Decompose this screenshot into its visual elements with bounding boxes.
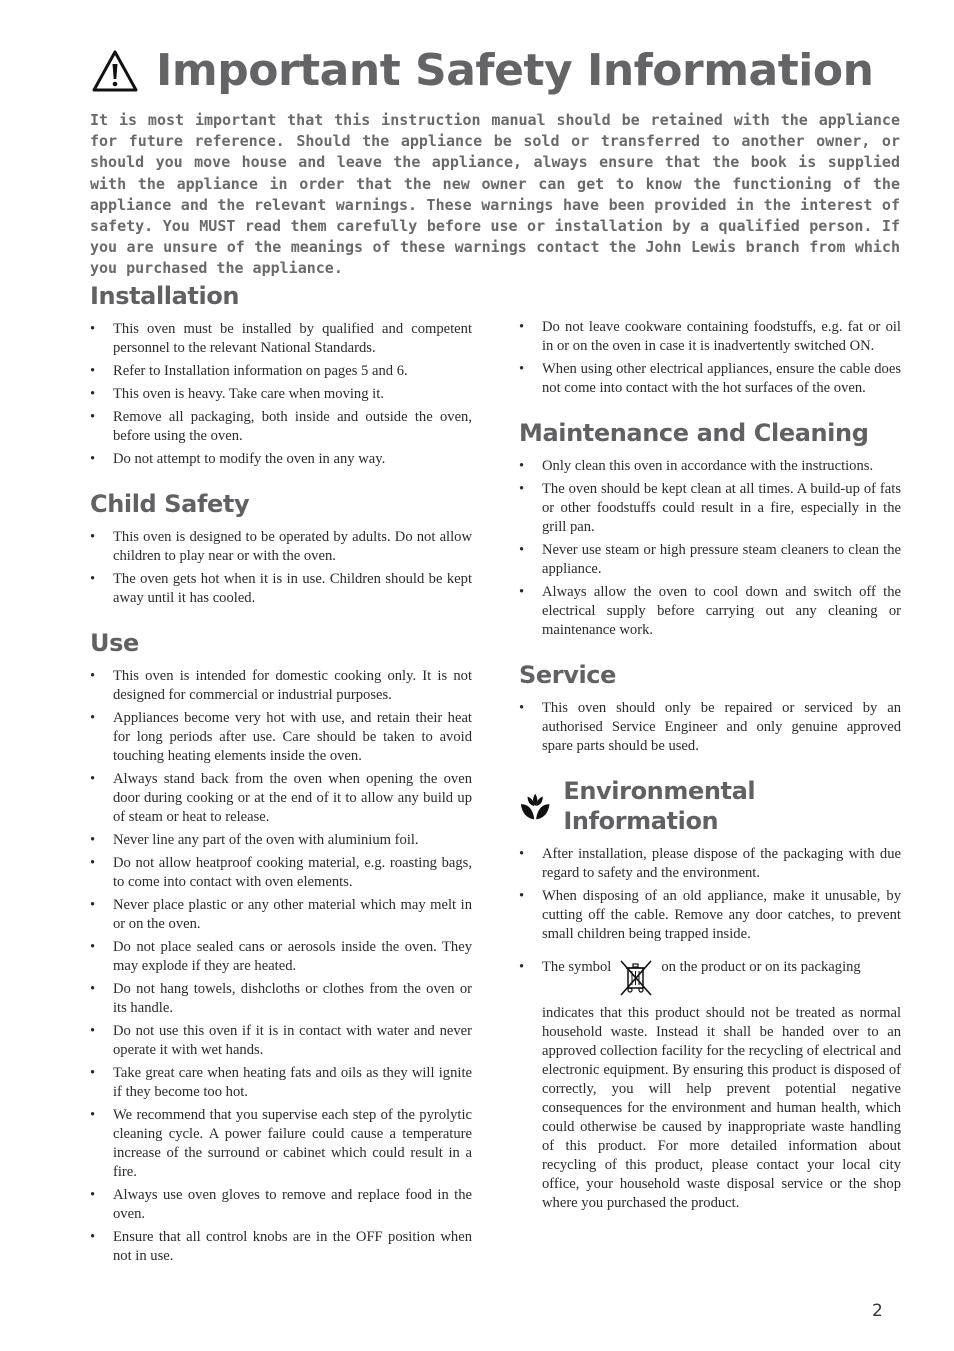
- list-item: [90, 570, 472, 608]
- bullet: •: [519, 846, 525, 862]
- list-item-text: Always stand back from the oven when opening the oven door during cooking or at the end of it to allow any build up of steam or heat to release.: [113, 771, 472, 825]
- list-item: [519, 541, 901, 579]
- bullet: •: [90, 771, 96, 787]
- list-maintenance: [519, 457, 901, 640]
- section-environment: [519, 776, 901, 1213]
- bullet: •: [90, 571, 96, 587]
- bullet: •: [519, 700, 525, 716]
- page-header: [90, 40, 873, 102]
- list-item: [519, 457, 901, 476]
- list-item-text: Do not allow heatproof cooking material, e.g. roasting bags, to come into contact with oven elements.: [113, 855, 472, 890]
- bullet: •: [90, 409, 96, 425]
- list-item: [519, 480, 901, 537]
- crossed-out-bin-icon: [617, 958, 655, 998]
- list-service: [519, 699, 901, 756]
- list-item-text: Appliances become very hot with use, and retain their heat for long periods after use. Care should be taken to avoid touching heating elements inside the oven.: [113, 710, 472, 764]
- page-number: 2: [872, 1301, 883, 1321]
- bullet: •: [90, 855, 96, 871]
- bullet: •: [90, 939, 96, 955]
- heading-installation: Installation: [90, 282, 240, 310]
- list-item-text: Remove all packaging, both inside and outside the oven, before using the oven.: [113, 409, 472, 444]
- list-item: [90, 831, 472, 850]
- list-item-text: Never use steam or high pressure steam cleaners to clean the appliance.: [542, 542, 901, 577]
- section-maintenance: [519, 418, 901, 640]
- list-item: [90, 1106, 472, 1182]
- bullet: •: [519, 888, 525, 904]
- bullet: •: [90, 529, 96, 545]
- intro-paragraph: It is most important that this instruction manual should be retained with the appliance for future reference. Should the appliance be sold or transferred to another owner, or should you move house and leave the appliance, always ensure that the book is supplied with the appliance in order that the new owner can get to know the functioning of the appliance and the relevant warnings. These warnings have been provided in the interest of safety. You MUST read them carefully before use or installation by a qualified person. If you are unsure of the meanings of these warnings contact the John Lewis branch from which you purchased the appliance.: [90, 111, 900, 278]
- bullet: •: [90, 668, 96, 684]
- list-item: [90, 408, 472, 446]
- list-item-text: This oven is designed to be operated by adults. Do not allow children to play near or with the oven.: [113, 529, 472, 564]
- heading-service: Service: [519, 661, 616, 689]
- list-item-text: The oven should be kept clean at all times. A build-up of fats or other foodstuffs could result in a fire, especially in the grill pan.: [542, 481, 901, 535]
- bullet: •: [519, 319, 525, 335]
- bullet: •: [90, 897, 96, 913]
- bullet: •: [519, 584, 525, 600]
- flower-leaf-icon: [519, 790, 551, 822]
- list-item-text: We recommend that you supervise each step of the pyrolytic cleaning cycle. A power failure could cause a temperature increase of the surround or cabinet which could result in a fire.: [113, 1107, 472, 1180]
- page-title: Important Safety Information: [156, 45, 874, 96]
- list-item: [90, 1186, 472, 1224]
- list-item: [90, 980, 472, 1018]
- bullet: •: [519, 361, 525, 377]
- bullet: •: [519, 542, 525, 558]
- bullet: •: [90, 981, 96, 997]
- list-item-text: Always allow the oven to cool down and switch off the electrical supply before carrying out any cleaning or maintenance work.: [542, 584, 901, 638]
- environment-header: [519, 776, 901, 836]
- list-item-text: This oven is intended for domestic cooking only. It is not designed for commercial or industrial purposes.: [113, 668, 472, 703]
- list-item: [90, 709, 472, 766]
- bullet: •: [90, 321, 96, 337]
- list-item-text: This oven is heavy. Take care when moving it.: [113, 386, 384, 402]
- list-child-safety: [90, 528, 472, 608]
- bullet: •: [90, 1229, 96, 1245]
- right-column: [519, 318, 901, 1233]
- list-item-text: Ensure that all control knobs are in the OFF position when not in use.: [113, 1229, 472, 1264]
- bullet: •: [519, 458, 525, 474]
- section-child-safety: [90, 489, 472, 608]
- list-item-text: After installation, please dispose of the packaging with due regard to safety and the environment.: [542, 846, 901, 881]
- list-item: [90, 1064, 472, 1102]
- list-item: [90, 1022, 472, 1060]
- heading-child-safety: Child Safety: [90, 490, 250, 518]
- list-item-text: Do not hang towels, dishcloths or clothes from the oven or its handle.: [113, 981, 472, 1016]
- bullet: •: [90, 1187, 96, 1203]
- list-item: [90, 896, 472, 934]
- list-item-text: When disposing of an old appliance, make it unusable, by cutting off the cable. Remove any door catches, to prevent small children being trapped inside.: [542, 888, 901, 942]
- list-item: [90, 450, 472, 469]
- symbol-description: indicates that this product should not be treated as normal household waste. Instead it shall be handed over to an approved collection facility for the recycling of electrical and electronic equipment. By ensuring this product is disposed of correctly, you will help prevent potential negative consequences for the environment and human health, which could otherwise be caused by inappropriate waste handling of this product. For more detailed information about recycling of this product, please contact your local city office, your household waste disposal service or the shop where you purchased the product.: [542, 1005, 901, 1211]
- list-item: [519, 318, 901, 356]
- list-item: [519, 583, 901, 640]
- section-installation: [90, 281, 472, 469]
- list-item-text: Take great care when heating fats and oils as they will ignite if they become too hot.: [113, 1065, 472, 1100]
- bullet: •: [90, 1023, 96, 1039]
- heading-environment: Environmental Information: [563, 777, 756, 835]
- symbol-text-pre: The symbol: [542, 959, 612, 975]
- list-item: [519, 887, 901, 944]
- list-item-symbol: [519, 958, 901, 1213]
- list-item-text: Only clean this oven in accordance with the instructions.: [542, 458, 874, 474]
- list-item: [90, 667, 472, 705]
- list-item: [90, 854, 472, 892]
- left-column: [90, 281, 472, 1286]
- list-item: [90, 770, 472, 827]
- bullet: •: [90, 832, 96, 848]
- list-item-text: Do not attempt to modify the oven in any way.: [113, 451, 386, 467]
- list-item-text: Do not use this oven if it is in contact with water and never operate it with wet hands.: [113, 1023, 472, 1058]
- list-item: [90, 362, 472, 381]
- list-item-text: Always use oven gloves to remove and replace food in the oven.: [113, 1187, 472, 1222]
- bullet: •: [90, 386, 96, 402]
- list-item: [519, 699, 901, 756]
- list-use: [90, 667, 472, 1266]
- list-item-text: Never place plastic or any other material which may melt in or on the oven.: [113, 897, 472, 932]
- bullet: •: [90, 710, 96, 726]
- list-item-text: The oven gets hot when it is in use. Children should be kept away until it has cooled.: [113, 571, 472, 606]
- bullet: •: [519, 481, 525, 497]
- list-item-text: When using other electrical appliances, ensure the cable does not come into contact with the hot surfaces of the oven.: [542, 361, 901, 396]
- section-installation-continued: [519, 318, 901, 398]
- list-item: [90, 528, 472, 566]
- list-item: [519, 360, 901, 398]
- list-item-text: Never line any part of the oven with aluminium foil.: [113, 832, 419, 848]
- symbol-text-post: on the product or on its packaging: [661, 959, 861, 975]
- symbol-line: [542, 958, 901, 998]
- section-service: [519, 660, 901, 756]
- list-item: [519, 845, 901, 883]
- bullet: •: [90, 451, 96, 467]
- list-item: [90, 320, 472, 358]
- list-item-text: This oven should only be repaired or serviced by an authorised Service Engineer and only genuine approved spare parts should be used.: [542, 700, 901, 754]
- bullet: •: [90, 1065, 96, 1081]
- list-item-text: Refer to Installation information on pages 5 and 6.: [113, 363, 408, 379]
- bullet: •: [90, 363, 96, 379]
- heading-maintenance: Maintenance and Cleaning: [519, 419, 869, 447]
- list-installation-continued: [519, 318, 901, 398]
- heading-use: Use: [90, 629, 139, 657]
- warning-triangle-icon: [90, 48, 140, 94]
- list-item: [90, 1228, 472, 1266]
- list-item-text: Do not leave cookware containing foodstuffs, e.g. fat or oil in or on the oven in case it is inadvertently switched ON.: [542, 319, 901, 354]
- list-environment: [519, 845, 901, 1213]
- bullet: •: [519, 959, 525, 975]
- list-item-text: This oven must be installed by qualified and competent personnel to the relevant National Standards.: [113, 321, 472, 356]
- list-item: [90, 938, 472, 976]
- section-use: [90, 628, 472, 1266]
- list-installation: [90, 320, 472, 469]
- list-item-text: Do not place sealed cans or aerosols inside the oven. They may explode if they are heated.: [113, 939, 472, 974]
- list-item: [90, 385, 472, 404]
- bullet: •: [90, 1107, 96, 1123]
